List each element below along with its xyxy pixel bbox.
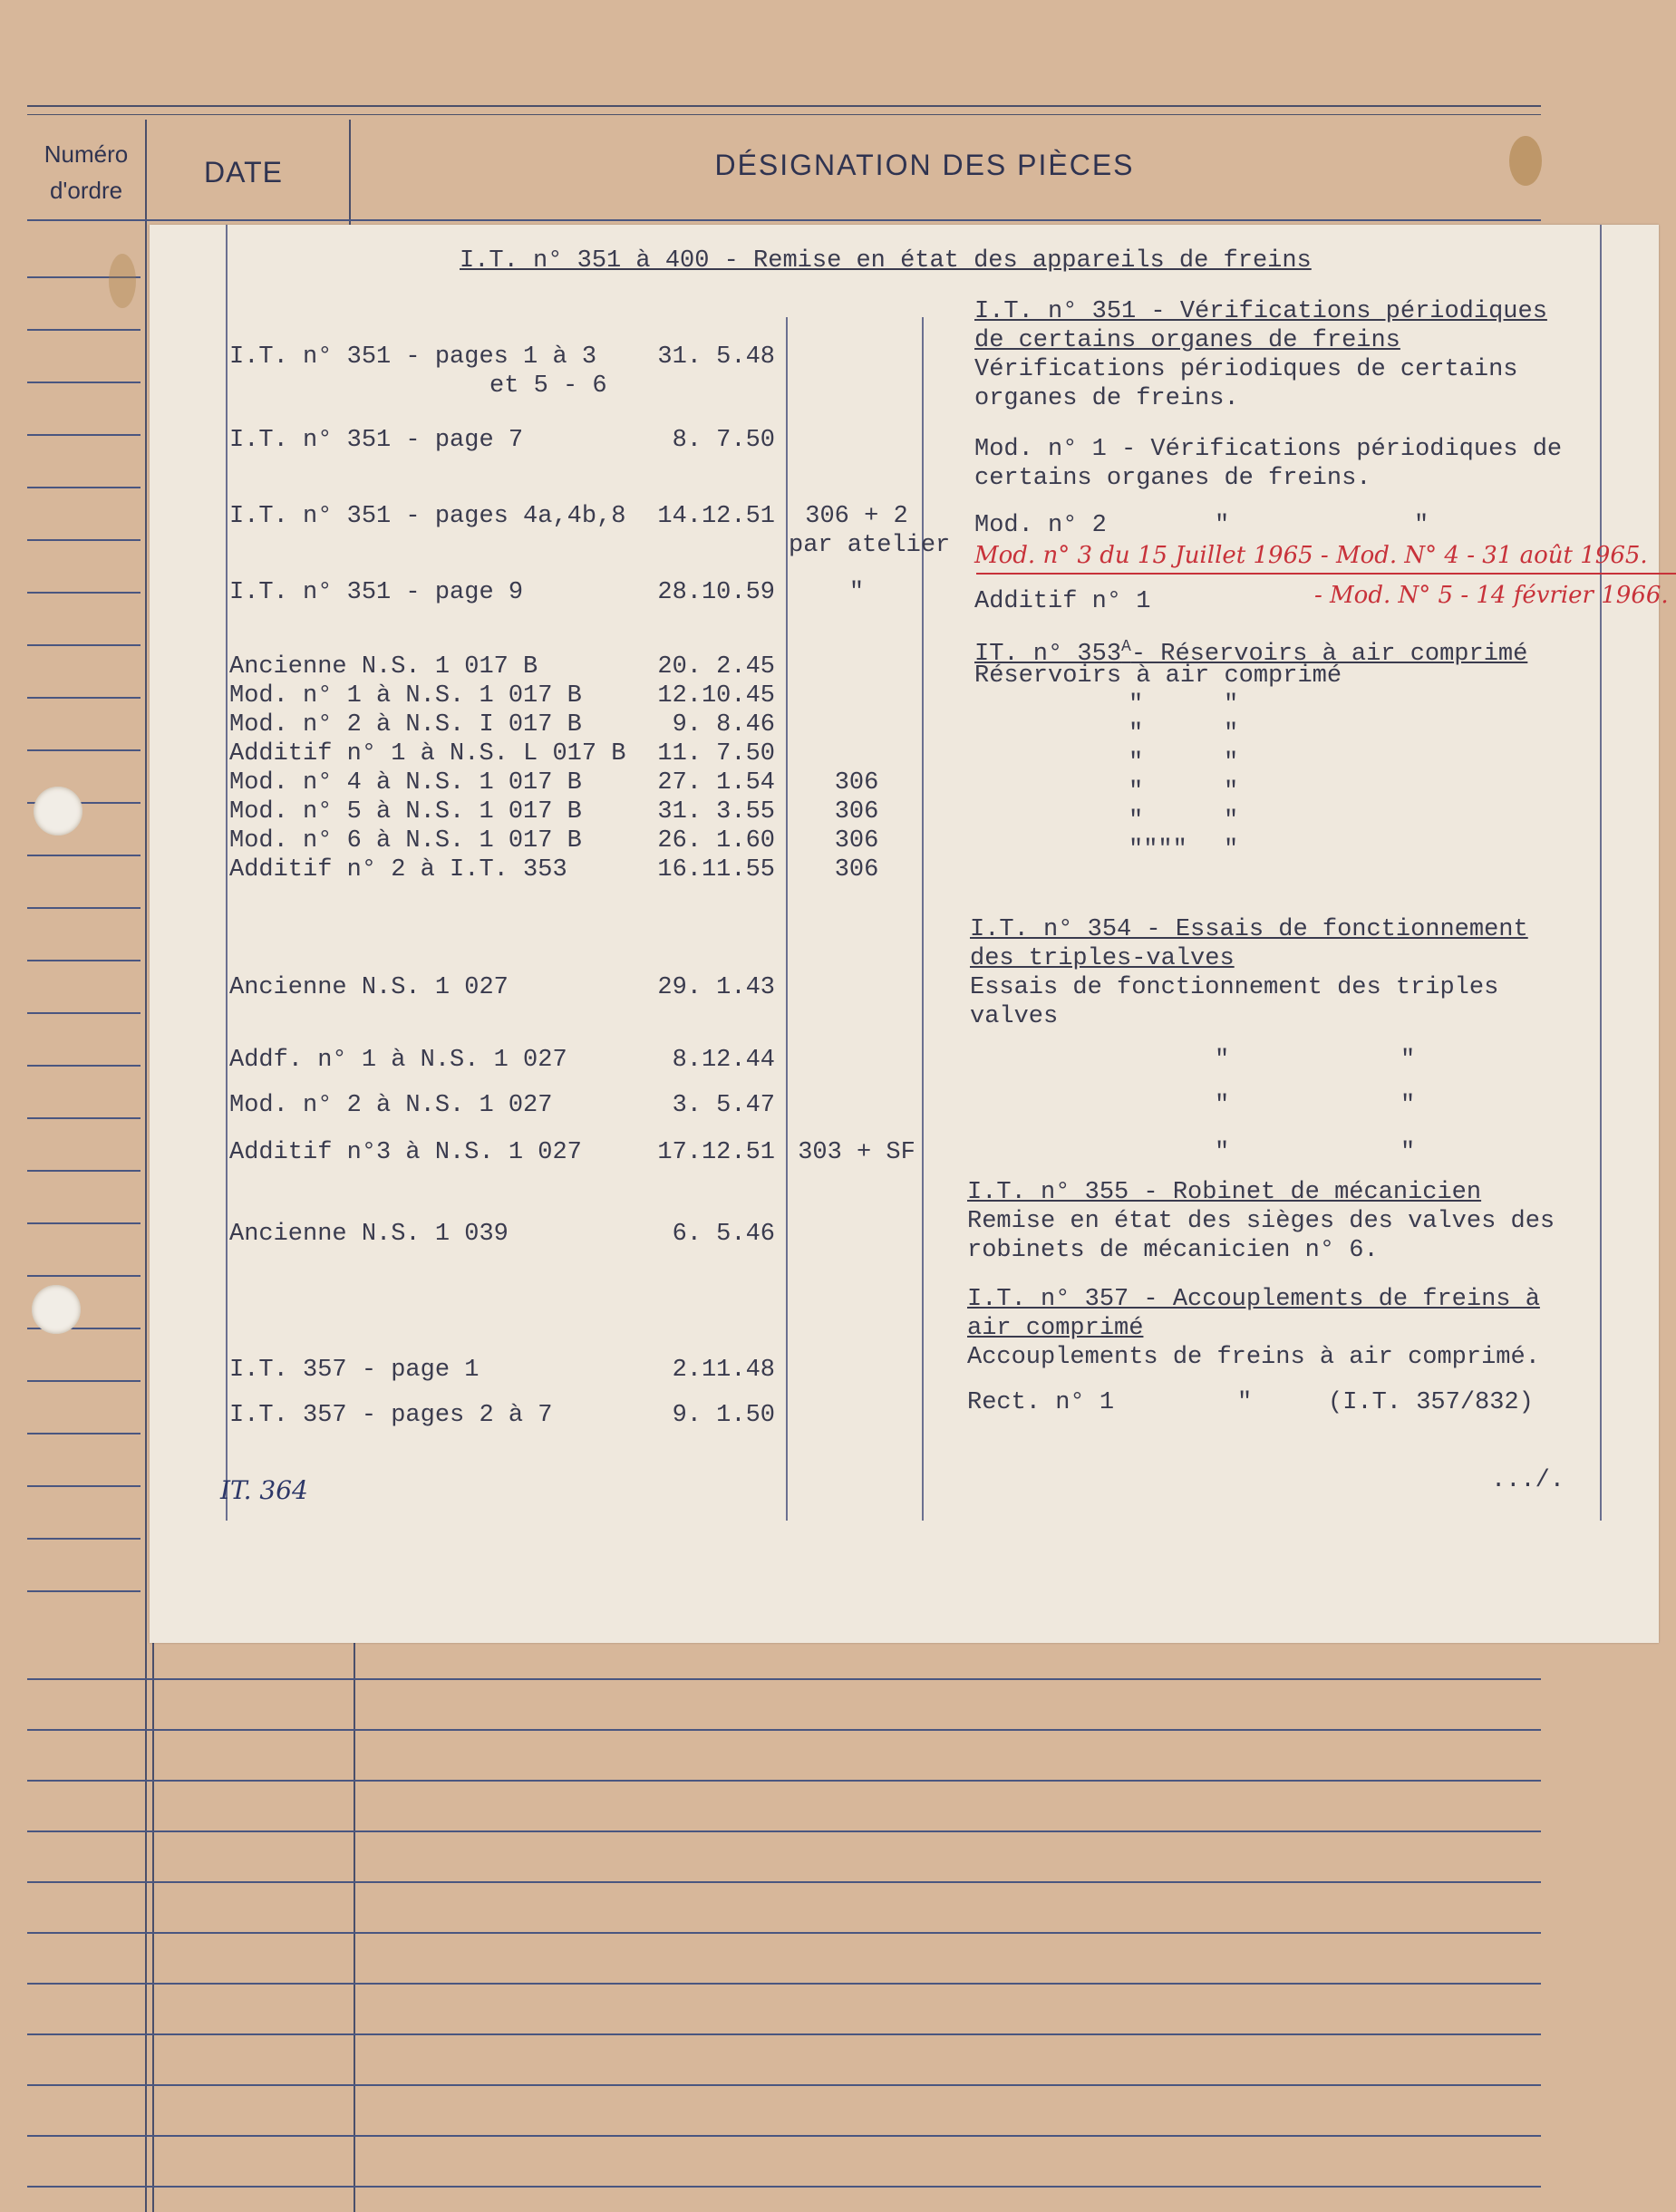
handwritten-it364: IT. 364 <box>220 1475 308 1505</box>
ruled-line <box>27 697 140 699</box>
form-top-rule-thin <box>27 114 1541 115</box>
row-mark: par atelier <box>789 532 951 559</box>
ruled-line <box>27 1485 140 1487</box>
row-date: 20. 2.45 <box>657 653 775 681</box>
column-divider-date-top <box>349 120 351 228</box>
row-date: 2.11.48 <box>672 1357 775 1384</box>
ruled-line <box>27 2186 1541 2188</box>
ditto-mark: " <box>1237 1389 1253 1416</box>
ruled-line <box>27 1065 140 1067</box>
row-mark: 306 <box>834 856 879 884</box>
row-date: 8.12.44 <box>672 1047 775 1074</box>
row-reference: Mod. n° 6 à N.S. 1 017 B <box>229 827 582 855</box>
it354-heading-2: des triples-valves <box>970 945 1235 972</box>
it353-desc: Réservoirs à air comprimé <box>974 662 1342 690</box>
ditto-mark: " <box>1129 720 1144 748</box>
it357-heading: I.T. n° 357 - Accouplements de freins à <box>967 1286 1540 1313</box>
row-date: 31. 3.55 <box>657 798 775 826</box>
ruled-line <box>27 855 140 856</box>
row-reference: Mod. n° 4 à N.S. 1 017 B <box>229 769 582 797</box>
row-reference: I.T. 357 - page 1 <box>229 1357 480 1384</box>
ruled-line <box>27 1433 140 1434</box>
punch-hole-bottom <box>32 1285 81 1334</box>
mod1-line-2: certains organes de freins. <box>974 465 1371 492</box>
sheet-left-rule <box>226 225 228 1521</box>
header-bottom-rule <box>27 219 1541 221</box>
ruled-line <box>27 592 140 594</box>
row-mark: 303 + SF <box>798 1139 916 1166</box>
row-date: 14.12.51 <box>657 503 775 530</box>
red-underline <box>976 573 1676 575</box>
it353-label: IT. n° 353 <box>974 641 1122 668</box>
ditto-mark: " <box>1129 749 1144 777</box>
row-reference: Mod. n° 2 à N.S. I 017 B <box>229 711 582 739</box>
ditto-mark: " <box>1129 778 1144 806</box>
header-designation: DÉSIGNATION DES PIÈCES <box>714 149 1135 181</box>
row-reference: I.T. n° 351 - page 9 <box>229 579 524 606</box>
ruled-line <box>27 1678 1541 1680</box>
ditto-mark: " <box>1215 1047 1230 1074</box>
row-reference: Mod. n° 5 à N.S. 1 017 B <box>229 798 582 826</box>
row-date: 17.12.51 <box>657 1139 775 1166</box>
ruled-line <box>27 487 140 488</box>
row-reference: et 5 - 6 <box>489 372 607 400</box>
ruled-line <box>27 960 140 961</box>
handwritten-red-note-1: Mod. n° 3 du 15 Juillet 1965 - Mod. N° 4 - 31 août 1965. <box>974 542 1648 569</box>
mod2-line: Mod. n° 2 <box>974 512 1107 539</box>
row-date: 28.10.59 <box>657 579 775 606</box>
column-divider-date-bottom <box>152 1642 154 2212</box>
ruled-line <box>27 1932 1541 1934</box>
ditto-mark: " <box>1224 749 1239 777</box>
it355-desc-2: robinets de mécanicien n° 6. <box>967 1237 1379 1264</box>
ruled-line <box>27 1170 140 1172</box>
handwritten-red-note-2: - Mod. N° 5 - 14 février 1966. <box>1314 582 1669 609</box>
ruled-line <box>27 1881 1541 1883</box>
row-reference: Mod. n° 1 à N.S. 1 017 B <box>229 682 582 710</box>
it355-heading: I.T. n° 355 - Robinet de mécanicien <box>967 1179 1482 1206</box>
ruled-line <box>27 1117 140 1119</box>
ruled-line <box>27 1780 1541 1782</box>
ditto-mark: " <box>1215 512 1230 539</box>
row-mark: 306 <box>834 769 879 797</box>
ruled-line <box>27 1830 1541 1832</box>
ruled-line <box>27 749 140 751</box>
ditto-mark: " <box>1129 807 1144 835</box>
it355-desc-1: Remise en état des sièges des valves des <box>967 1208 1555 1235</box>
sheet-divider-date <box>786 317 788 1521</box>
row-reference: Ancienne N.S. 1 027 <box>229 974 509 1001</box>
row-date: 3. 5.47 <box>672 1092 775 1119</box>
continuation-mark: .../. <box>1491 1467 1565 1494</box>
ruled-line <box>27 1590 140 1592</box>
row-reference: I.T. n° 351 - page 7 <box>229 427 524 454</box>
it354-desc-1: Essais de fonctionnement des triples <box>970 974 1499 1001</box>
ditto-mark: " <box>1224 778 1239 806</box>
row-reference: I.T. 357 - pages 2 à 7 <box>229 1402 553 1429</box>
sheet-title: I.T. n° 351 à 400 - Remise en état des appareils de freins <box>460 247 1312 275</box>
ditto-mark: " <box>1400 1047 1416 1074</box>
row-date: 16.11.55 <box>657 856 775 884</box>
ditto-mark: """" <box>1129 836 1187 864</box>
ruled-line <box>27 382 140 383</box>
it351-desc-1: Vérifications périodiques de certains <box>974 356 1518 383</box>
it354-desc-2: valves <box>970 1003 1059 1030</box>
row-reference: Mod. n° 2 à N.S. 1 027 <box>229 1092 553 1119</box>
rect1-line: Rect. n° 1 <box>967 1389 1115 1416</box>
row-date: 9. 8.46 <box>672 711 775 739</box>
ruled-line <box>27 1729 1541 1731</box>
ruled-line <box>27 644 140 646</box>
row-mark: " <box>848 579 865 606</box>
row-reference: Additif n° 2 à I.T. 353 <box>229 856 567 884</box>
ruled-line <box>27 1538 140 1540</box>
ruled-line <box>27 1012 140 1014</box>
stain-mark-left <box>109 254 136 308</box>
row-date: 31. 5.48 <box>657 343 775 371</box>
ruled-line <box>27 1983 1541 1985</box>
row-date: 11. 7.50 <box>657 740 775 768</box>
row-reference: I.T. n° 351 - pages 1 à 3 <box>229 343 597 371</box>
ditto-mark: " <box>1224 691 1239 719</box>
ditto-mark: " <box>1224 807 1239 835</box>
sheet-divider-mark <box>922 317 924 1521</box>
column-divider-designation-bottom <box>354 1642 355 2212</box>
ruled-line <box>27 2033 1541 2035</box>
stain-mark <box>1509 136 1542 186</box>
ditto-mark: " <box>1414 512 1429 539</box>
row-date: 26. 1.60 <box>657 827 775 855</box>
header-ordre-label: d'ordre <box>49 177 123 204</box>
header-numero-label: Numéro <box>44 140 129 168</box>
row-reference: Additif n°3 à N.S. 1 027 <box>229 1139 582 1166</box>
ruled-line <box>27 907 140 909</box>
row-date: 6. 5.46 <box>672 1221 775 1248</box>
ruled-line <box>27 2084 1541 2086</box>
row-reference: I.T. n° 351 - pages 4a,4b,8 <box>229 503 626 530</box>
ditto-mark: " <box>1400 1092 1416 1119</box>
row-reference: Ancienne N.S. 1 017 B <box>229 653 538 681</box>
row-reference: Ancienne N.S. 1 039 <box>229 1221 509 1248</box>
row-date: 9. 1.50 <box>672 1402 775 1429</box>
ruled-line <box>27 2135 1541 2137</box>
additif1-line: Additif n° 1 <box>974 588 1151 615</box>
it353-sup: A <box>1121 638 1131 656</box>
ruled-line <box>27 539 140 541</box>
header-date: DATE <box>204 156 283 188</box>
it351-heading-2: de certains organes de freins <box>974 327 1400 354</box>
row-mark: 306 + 2 <box>805 503 908 530</box>
it354-heading: I.T. n° 354 - Essais de fonctionnement <box>970 916 1528 943</box>
punch-hole-top <box>34 787 82 836</box>
row-reference: Addf. n° 1 à N.S. 1 027 <box>229 1047 567 1074</box>
row-date: 29. 1.43 <box>657 974 775 1001</box>
ditto-mark: " <box>1215 1092 1230 1119</box>
column-divider-numero <box>145 120 147 2212</box>
it351-heading: I.T. n° 351 - Vérifications périodiques <box>974 298 1547 325</box>
mod1-line-1: Mod. n° 1 - Vérifications périodiques de <box>974 436 1563 463</box>
form-top-rule <box>27 105 1541 107</box>
ditto-mark: " <box>1224 836 1239 864</box>
row-date: 12.10.45 <box>657 682 775 710</box>
sheet-right-rule <box>1600 225 1602 1521</box>
row-date: 8. 7.50 <box>672 427 775 454</box>
it351-desc-2: organes de freins. <box>974 385 1239 412</box>
ruled-line <box>27 329 140 331</box>
row-reference: Additif n° 1 à N.S. L 017 B <box>229 740 626 768</box>
rect1-reference: (I.T. 357/832) <box>1328 1389 1534 1416</box>
ruled-line <box>27 1222 140 1224</box>
ditto-mark: " <box>1129 691 1144 719</box>
it353-rest: - Réservoirs à air comprimé <box>1130 641 1528 668</box>
header-numero-ordre <box>36 136 136 208</box>
ditto-mark: " <box>1215 1139 1230 1166</box>
ditto-mark: " <box>1224 720 1239 748</box>
row-mark: 306 <box>834 827 879 855</box>
row-mark: 306 <box>834 798 879 826</box>
pasted-sheet <box>150 225 1669 1643</box>
ruled-line <box>27 1380 140 1382</box>
ruled-line <box>27 434 140 436</box>
ruled-line <box>27 1275 140 1277</box>
row-date: 27. 1.54 <box>657 769 775 797</box>
it357-desc: Accouplements de freins à air comprimé. <box>967 1344 1540 1371</box>
it357-heading-2: air comprimé <box>967 1315 1144 1342</box>
ditto-mark: " <box>1400 1139 1416 1166</box>
